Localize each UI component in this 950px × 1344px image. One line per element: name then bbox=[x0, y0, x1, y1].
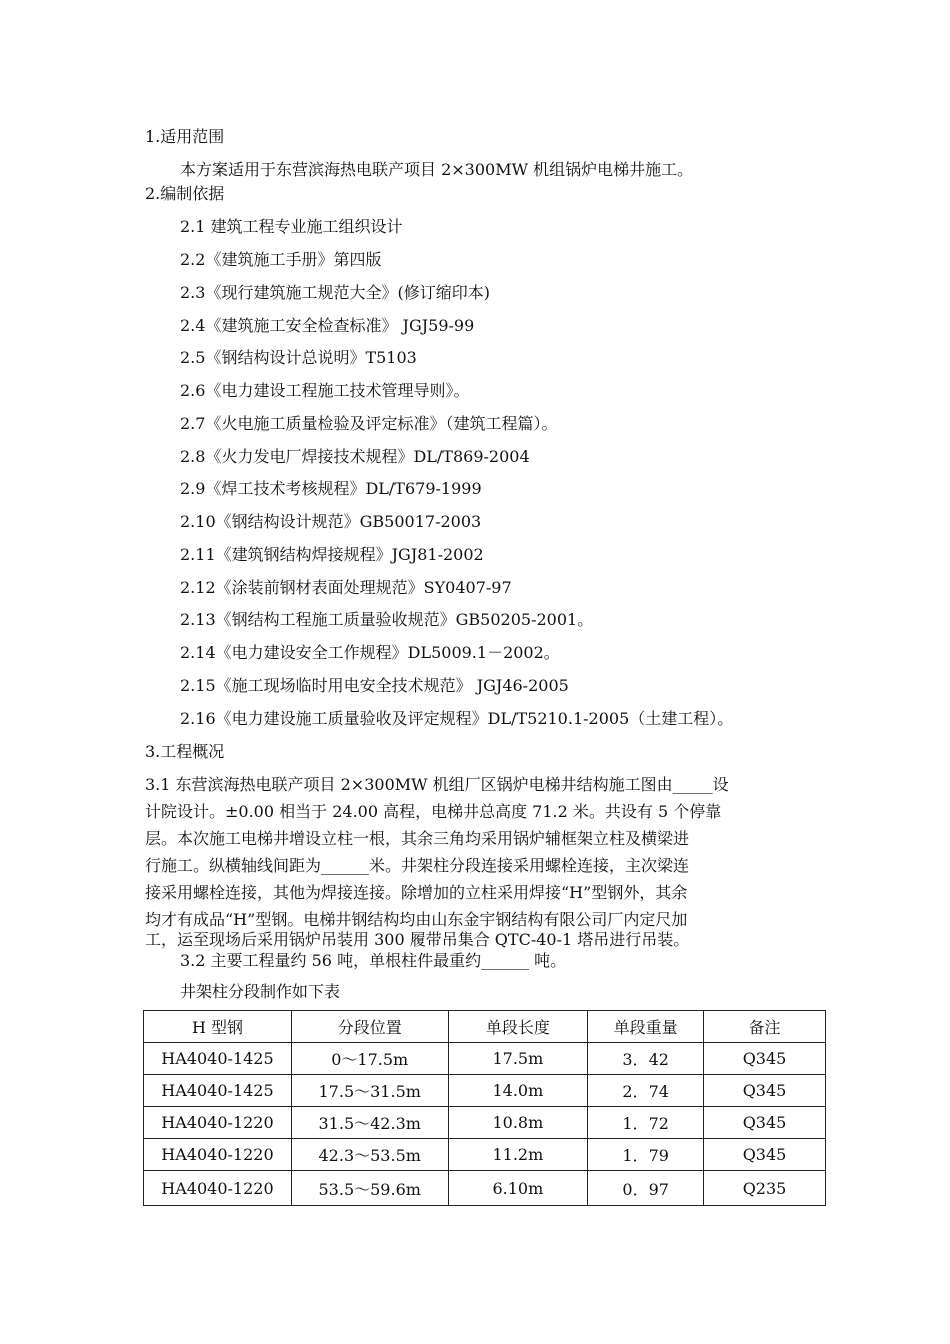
table-cell: 10.8m bbox=[448, 1107, 588, 1139]
reference-item: 2.8《火力发电厂焊接技术规程》DL/T869-2004 bbox=[180, 447, 530, 466]
table-cell: 53.5～59.6m bbox=[291, 1171, 448, 1206]
section-3-2-text: 3.2 主要工程量约 56 吨，单根柱件最重约______ 吨。 bbox=[180, 951, 567, 970]
reference-item: 2.16《电力建设施工质量验收及评定规程》DL/T5210.1-2005（土建工程）。 bbox=[180, 709, 734, 728]
table-caption: 井架柱分段制作如下表 bbox=[180, 982, 341, 1001]
table-cell: Q235 bbox=[704, 1171, 826, 1206]
table-cell: 0～17.5m bbox=[291, 1043, 448, 1075]
reference-item: 2.2《建筑施工手册》第四版 bbox=[180, 250, 382, 269]
column-segment-table bbox=[143, 1010, 826, 1206]
table-cell: 1．72 bbox=[588, 1107, 704, 1139]
reference-item: 2.12《涂装前钢材表面处理规范》SY0407-97 bbox=[180, 578, 512, 597]
paragraph-line: 均才有成品“H”型钢。电梯井钢结构均由山东金宇钢结构有限公司厂内定尺加 bbox=[145, 910, 688, 929]
table-cell: Q345 bbox=[704, 1139, 826, 1171]
table-cell: Q345 bbox=[704, 1075, 826, 1107]
table-row bbox=[144, 1107, 826, 1139]
table-cell: 14.0m bbox=[448, 1075, 588, 1107]
table-cell: 17.5～31.5m bbox=[291, 1075, 448, 1107]
table-row bbox=[144, 1171, 826, 1206]
table-cell: 2．74 bbox=[588, 1075, 704, 1107]
table-cell: 6.10m bbox=[448, 1171, 588, 1206]
section-1-text: 本方案适用于东营滨海热电联产项目 2×300MW 机组锅炉电梯井施工。 bbox=[180, 160, 694, 179]
paragraph-line: 工，运至现场后采用锅炉吊装用 300 履带吊集合 QTC-40-1 塔吊进行吊装。 bbox=[145, 930, 690, 949]
header-segment-position: 分段位置 bbox=[291, 1011, 448, 1043]
table-row bbox=[144, 1139, 826, 1171]
table-cell: 1．79 bbox=[588, 1139, 704, 1171]
table-cell: HA4040-1425 bbox=[144, 1075, 292, 1107]
header-remark: 备注 bbox=[704, 1011, 826, 1043]
table-cell: Q345 bbox=[704, 1043, 826, 1075]
reference-item: 2.9《焊工技术考核规程》DL/T679-1999 bbox=[180, 479, 482, 498]
reference-item: 2.11《建筑钢结构焊接规程》JGJ81-2002 bbox=[180, 545, 484, 564]
reference-item: 2.10《钢结构设计规范》GB50017-2003 bbox=[180, 512, 482, 531]
table-row bbox=[144, 1075, 826, 1107]
section-2-title: 2.编制依据 bbox=[145, 184, 225, 203]
reference-item: 2.13《钢结构工程施工质量验收规范》GB50205-2001。 bbox=[180, 610, 594, 629]
table-cell: 42.3～53.5m bbox=[291, 1139, 448, 1171]
table-cell: 17.5m bbox=[448, 1043, 588, 1075]
table-cell: 0．97 bbox=[588, 1171, 704, 1206]
reference-item: 2.14《电力建设安全工作规程》DL5009.1－2002。 bbox=[180, 643, 560, 662]
section-3-title: 3.工程概况 bbox=[145, 742, 225, 761]
section-1-title: 1.适用范围 bbox=[145, 127, 225, 146]
table-row bbox=[144, 1043, 826, 1075]
table-cell: HA4040-1220 bbox=[144, 1107, 292, 1139]
table-cell: HA4040-1220 bbox=[144, 1139, 292, 1171]
table-cell: 3．42 bbox=[588, 1043, 704, 1075]
paragraph-line: 层。本次施工电梯井增设立柱一根，其余三角均采用锅炉辅框架立柱及横梁进 bbox=[145, 829, 690, 848]
paragraph-line: 行施工。纵横轴线间距为______米。井架柱分段连接采用螺栓连接，主次梁连 bbox=[145, 856, 690, 875]
reference-item: 2.15《施工现场临时用电安全技术规范》 JGJ46-2005 bbox=[180, 676, 569, 695]
table-cell: HA4040-1220 bbox=[144, 1171, 292, 1206]
header-h-steel: H 型钢 bbox=[144, 1011, 292, 1043]
header-segment-weight: 单段重量 bbox=[588, 1011, 704, 1043]
reference-item: 2.1 建筑工程专业施工组织设计 bbox=[180, 217, 403, 236]
reference-item: 2.3《现行建筑施工规范大全》(修订缩印本) bbox=[180, 283, 490, 302]
reference-item: 2.6《电力建设工程施工技术管理导则》。 bbox=[180, 381, 470, 400]
reference-item: 2.4《建筑施工安全检查标准》 JGJ59-99 bbox=[180, 316, 475, 335]
header-segment-length: 单段长度 bbox=[448, 1011, 588, 1043]
paragraph-line: 接采用螺栓连接，其他为焊接连接。除增加的立柱采用焊接“H”型钢外，其余 bbox=[145, 883, 688, 902]
table-cell: HA4040-1425 bbox=[144, 1043, 292, 1075]
table-cell: 31.5～42.3m bbox=[291, 1107, 448, 1139]
paragraph-line: 3.1 东营滨海热电联产项目 2×300MW 机组厂区锅炉电梯井结构施工图由_____设 bbox=[145, 775, 729, 794]
paragraph-line: 计院设计。±0.00 相当于 24.00 高程，电梯井总高度 71.2 米。共设有 5 个停靠 bbox=[145, 802, 722, 821]
reference-item: 2.5《钢结构设计总说明》T5103 bbox=[180, 348, 417, 367]
table-cell: Q345 bbox=[704, 1107, 826, 1139]
table-header-row bbox=[144, 1011, 826, 1043]
table-cell: 11.2m bbox=[448, 1139, 588, 1171]
reference-item: 2.7《火电施工质量检验及评定标准》（建筑工程篇）。 bbox=[180, 414, 558, 433]
